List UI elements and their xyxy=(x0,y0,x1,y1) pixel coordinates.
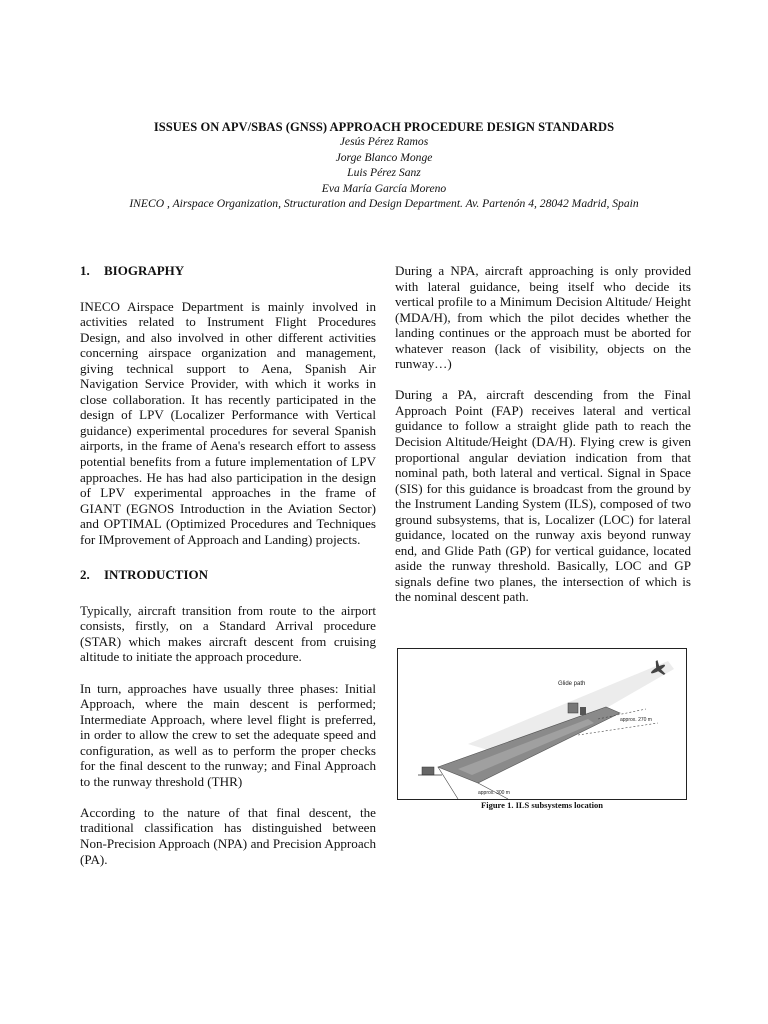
section-title: INTRODUCTION xyxy=(104,567,209,583)
ils-figure xyxy=(397,648,687,800)
paragraph: In turn, approaches have usually three phases: Initial Approach, where the main descent is performed; Intermediate Approach, where level flight is preferred, in order to allow the crew to set the adequate speed and configuration, as well as to perform the proper checks for the final descent to the runway; and Final Approach to the runway threshold (THR) xyxy=(80,680,376,789)
section-heading-introduction xyxy=(80,567,376,583)
section-number: 1. xyxy=(80,263,90,278)
paragraph: Typically, aircraft transition from route to the airport consists, firstly, on a Standard Arrival procedure (STAR) which makes aircraft descent from cruising altitude to initiate the approach procedure. xyxy=(80,602,376,665)
section-number: 2. xyxy=(80,567,90,583)
paragraph: INECO Airspace Department is mainly involved in activities related to Instrument Flight Procedures Design, and also involved in other different activities concerning airspace organization and management, giving technical support to Aena, Spanish Air Navigation Service Provider, with which it works in close collaboration. It has recently participated in the design of LPV (Localizer Performance with Vertical guidance) experimental procedures for several Spanish airports, in the frame of Aena's research effort to assess potential benefits from a future implementation of LPV approaches. He has had also participation in the design of LPV experimental approaches in the frame of GIANT (EGNOS Introduction in the Aviation Sector) and OPTIMAL (Optimized Procedures and Techniques for IMprovement of Approach and Landing) projects. xyxy=(80,298,376,547)
section-title: BIOGRAPHY xyxy=(104,263,185,278)
paragraph: According to the nature of that final descent, the traditional classification has distinguished between Non-Precision Approach (NPA) and Precision Approach (PA). xyxy=(80,804,376,867)
section-heading-biography xyxy=(80,263,376,279)
glide-path-label: Glide path xyxy=(558,681,586,687)
affiliation: INECO , Airspace Organization, Structuration and Design Department. Av. Partenón 4, 28042 Madrid, Spain xyxy=(129,197,639,211)
left-column xyxy=(80,263,376,883)
distance-label: approx. 270 m xyxy=(620,717,652,723)
paragraph: During a PA, aircraft descending from the Final Approach Point (FAP) receives lateral and vertical guidance to follow a straight glide path to reach the Decision Altitude/Height (DA/H). Flying crew is given proportional angular deviation indication from that nominal path, both lateral and vertical. Signal in Space (SIS) for this guidance is broadcast from the ground by the Instrument Landing System (ILS), composed of two ground subsystems, that is, Localizer (LOC) for lateral guidance, located on the runway axis beyond runway end, and Glide Path (GP) for vertical guidance, located aside the runway threshold. Basically, LOC and GP signals define two planes, the intersection of which is the nominal descent path. xyxy=(395,387,691,605)
distance-label: approx. 300 m xyxy=(478,790,510,796)
author-block xyxy=(0,134,768,212)
glide-path-station xyxy=(568,703,578,713)
paragraph: During a NPA, aircraft approaching is only provided with lateral guidance, being itself who decide its vertical profile to a Minimum Decision Altitude/ Height (MDA/H), from which the pilot decides whether the landing continues or the approach must be aborted for whatever reason (lack of visibility, objects on the runway…) xyxy=(395,263,691,372)
glide-path-antenna xyxy=(580,707,586,715)
author-name: Eva María García Moreno xyxy=(321,181,447,195)
right-column xyxy=(395,263,691,620)
paper-title: ISSUES ON APV/SBAS (GNSS) APPROACH PROCEDURE DESIGN STANDARDS xyxy=(153,120,615,134)
figure-caption: Figure 1. ILS subsystems location xyxy=(481,800,603,810)
author-name: Jorge Blanco Monge xyxy=(335,150,433,164)
author-name: Jesús Pérez Ramos xyxy=(339,135,429,148)
author-name: Luis Pérez Sanz xyxy=(347,166,421,180)
ils-diagram xyxy=(398,649,688,801)
localizer-antenna xyxy=(422,767,434,775)
